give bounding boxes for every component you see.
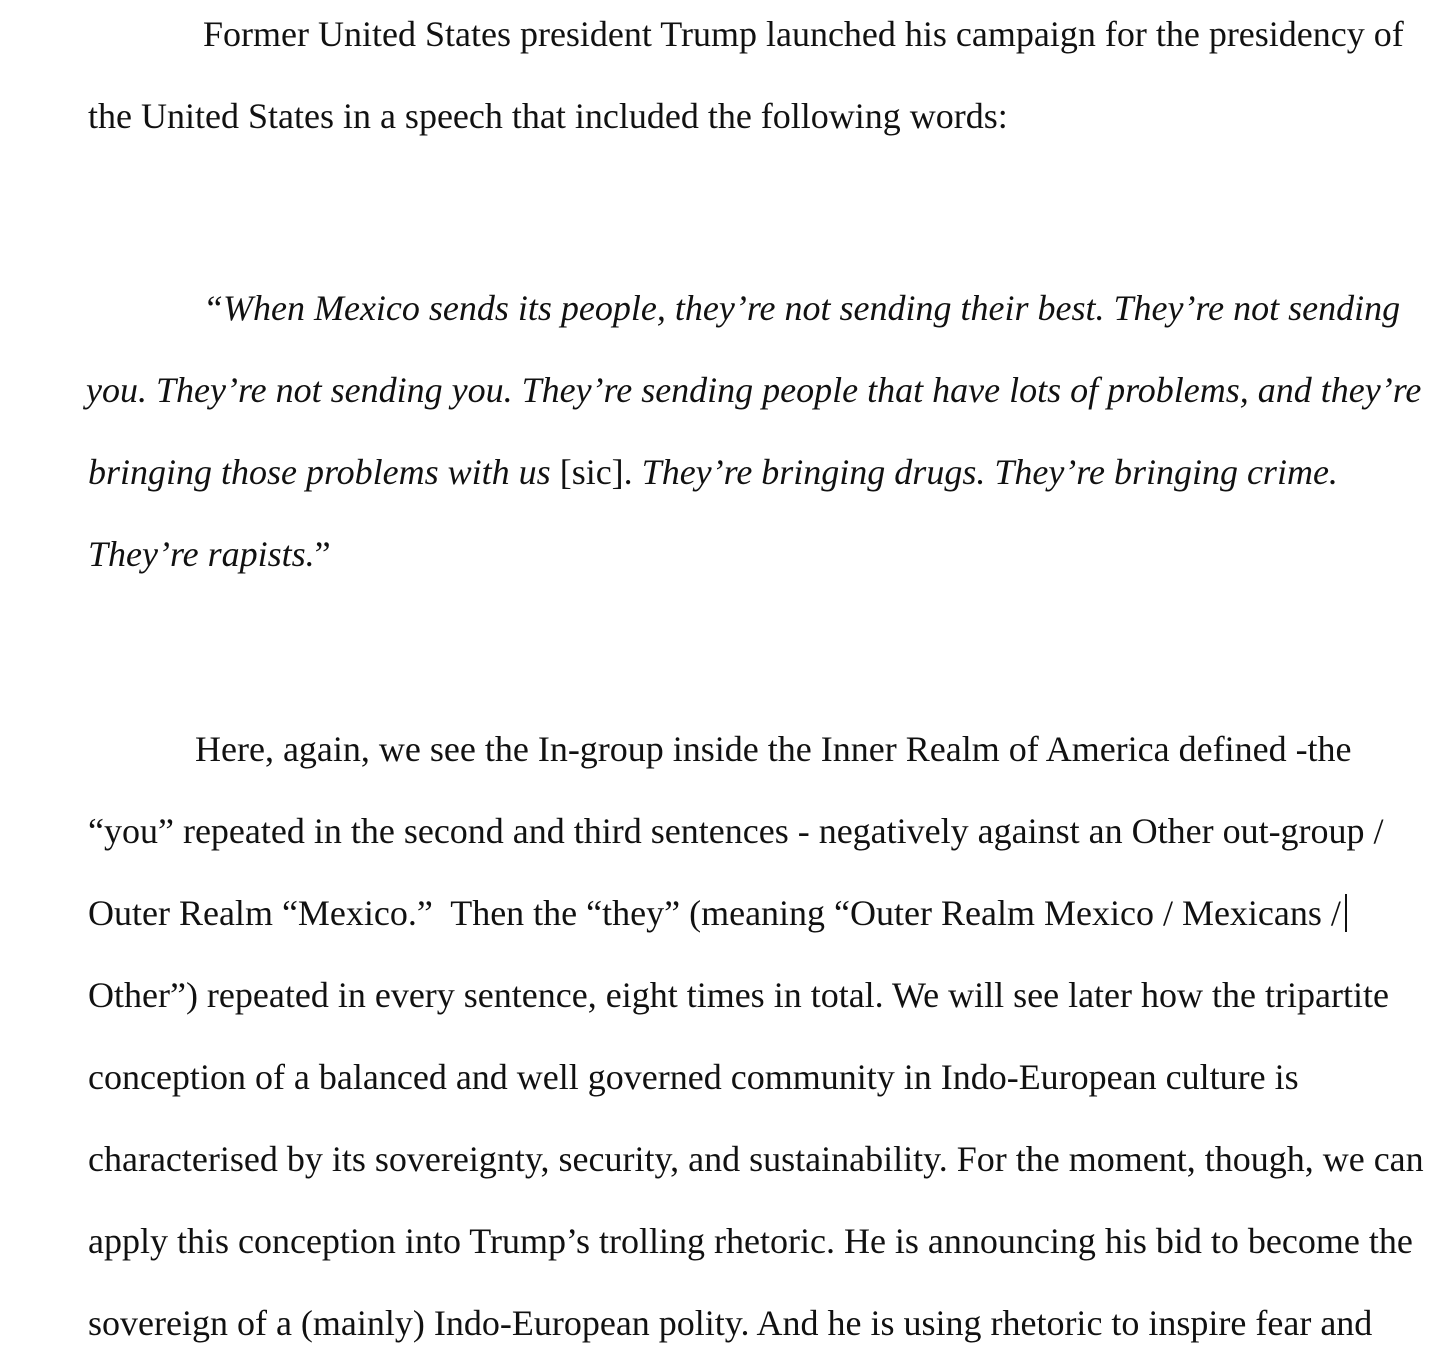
quote-line-1: “When Mexico sends its people, they’re not sending their best. They’re not sending (203, 288, 1401, 328)
paragraph-2-line-5: conception of a balanced and well governed community in Indo-European culture is (88, 1057, 1299, 1097)
quote-line-3-part-a: bringing those problems with us (88, 452, 551, 492)
paragraph-2-line-2: “you” repeated in the second and third sentences - negatively against an Other out-group / (88, 811, 1384, 851)
paragraph-1-line-2: the United States in a speech that included the following words: (88, 96, 1008, 136)
paragraph-2-line-6: characterised by its sovereignty, security, and sustainability. For the moment, though, we can (88, 1139, 1424, 1179)
quote-line-4 (88, 534, 331, 574)
quote-line-3-part-c: They’re bringing drugs. They’re bringing crime. (641, 452, 1338, 492)
closing-quote-mark: ” (314, 534, 331, 574)
paragraph-2-line-3-text: Outer Realm “Mexico.” Then the “they” (meaning “Outer Realm Mexico / Mexicans / (88, 893, 1341, 933)
sic-marker: [sic]. (550, 452, 642, 492)
paragraph-2-line-3 (88, 893, 1347, 933)
paragraph-2-line-7: apply this conception into Trump’s trolling rhetoric. He is announcing his bid to become the (88, 1221, 1413, 1261)
paragraph-2-line-4: Other”) repeated in every sentence, eight times in total. We will see later how the tripartite (88, 975, 1389, 1015)
paragraph-2-line-8: sovereign of a (mainly) Indo-European polity. And he is using rhetoric to inspire fear and (88, 1303, 1373, 1343)
paragraph-1-line-1: Former United States president Trump launched his campaign for the presidency of (203, 14, 1404, 54)
quote-line-4-part-a: They’re rapists. (88, 534, 315, 574)
quote-line-3 (88, 452, 1338, 492)
text-cursor (1345, 894, 1347, 932)
paragraph-2-line-1: Here, again, we see the In-group inside the Inner Realm of America defined -the (195, 729, 1352, 769)
quote-line-2: you. They’re not sending you. They’re sending people that have lots of problems, and they’re (86, 370, 1422, 410)
